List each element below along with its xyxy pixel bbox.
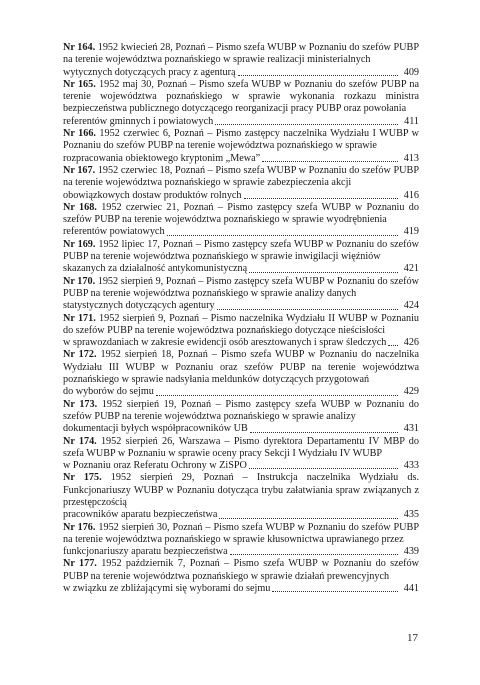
entry-title: 1952 kwiecień 28, Poznań – Pismo szefa WUBP w Poznaniu do szefów PUBP na terenie województwa poznańskiego w sprawie realizacji ministerialnych: [63, 42, 420, 66]
entry-title-end: skazanych za działalność antykomunistyczną: [63, 263, 248, 275]
entry-number: Nr 175.: [63, 472, 102, 484]
entry-number: Nr 170.: [63, 275, 96, 287]
entry-last-line: [63, 300, 419, 312]
entry-page-number: 424: [403, 300, 419, 312]
entry-title-end: rozpracowania obiektowego kryptonim „Mewa”: [63, 152, 261, 164]
entry-title: 1952 sierpień 29, Poznań – Instrukcja naczelnika Wydziału ds. Funkcjonariuszy WUBP w Poznaniu dotycząca trybu załatwiania spraw związanych z przestępczością: [63, 472, 419, 508]
entry-page-number: 431: [403, 423, 419, 435]
entry-title: 1952 lipiec 17, Poznań – Pismo zastępcy szefa WUBP w Poznaniu do szefów PUBP na terenie województwa poznańskiego w sprawie inwigilacji więźniów: [63, 238, 419, 263]
toc-entry[interactable]: [63, 202, 419, 239]
entry-title-end: wytycznych dotyczących pracy z agenturą: [63, 66, 236, 78]
dot-leader: [250, 431, 398, 433]
entry-title: 1952 październik 7, Poznań – Pismo szefa WUBP w Poznaniu do szefów PUBP na terenie województwa poznańskiego w sprawie działań prewencyjnych: [63, 558, 419, 582]
entry-page-number: 433: [403, 460, 419, 472]
toc-entry[interactable]: [63, 313, 419, 350]
entry-number: Nr 172.: [63, 349, 97, 361]
toc-entry[interactable]: [63, 42, 419, 79]
entry-title: 1952 czerwiec 21, Poznań – Pismo zastępcy szefa WUBP w Poznaniu do szefów PUBP na terenie województwa poznańskiego w sprawie wyodrębnienia: [63, 201, 419, 226]
toc-entry[interactable]: [63, 472, 419, 521]
entry-title: 1952 sierpień 9, Poznań – Pismo naczelnika Wydziału II WUBP w Poznaniu do szefów PUBP na terenie województwa poznańskiego dotyczące nieścisłości: [63, 312, 419, 336]
dot-leader: [249, 467, 398, 469]
entry-title-end: statystycznych dotyczących agentury: [63, 300, 215, 312]
toc-entry[interactable]: [63, 349, 419, 398]
entry-number: Nr 174.: [63, 435, 97, 447]
entry-title: 1952 czerwiec 18, Poznań – Pismo szefa WUBP w Poznaniu do szefów PUBP na terenie województwa poznańskiego w sprawie zabezpieczenia akcji: [63, 164, 419, 189]
entry-last-line: [63, 423, 419, 435]
dot-leader: [388, 344, 398, 346]
entry-page-number: 409: [403, 66, 419, 78]
entry-page-number: 435: [403, 509, 419, 521]
toc-entry[interactable]: [63, 128, 419, 165]
dot-leader: [244, 197, 398, 199]
dot-leader: [215, 123, 398, 125]
toc-entry[interactable]: [63, 239, 419, 276]
entry-title: 1952 sierpień 9, Poznań – Pismo zastępcy szefa WUBP w Poznaniu do szefów PUBP na terenie województwa poznańskiego w sprawie analizy danych: [63, 275, 420, 299]
entry-title-end: w sprawozdaniach w zakresie ewidencji osób aresztowanych i spraw śledczych: [63, 337, 387, 349]
entry-number: Nr 168.: [63, 201, 97, 213]
entry-number: Nr 166.: [63, 128, 96, 140]
entry-title-end: funkcjonariuszy aparatu bezpieczeństwa: [63, 546, 228, 558]
entry-number: Nr 169.: [63, 238, 96, 250]
page-number: 17: [407, 632, 418, 644]
entry-number: Nr 167.: [63, 164, 96, 176]
entry-last-line: [63, 546, 419, 558]
entry-last-line: [63, 67, 419, 79]
entry-last-line: [63, 116, 419, 128]
entry-title-end: w Poznaniu oraz Referatu Ochrony w ZiSPO: [63, 460, 247, 472]
entry-title: 1952 sierpień 19, Poznań – Pismo zastępcy szefa WUBP w Poznaniu do szefów PUBP na terenie województwa poznańskiego w sprawie analizy: [63, 398, 419, 422]
entry-last-line: [63, 337, 419, 349]
table-of-contents: [63, 42, 419, 595]
toc-entry[interactable]: [63, 522, 419, 559]
toc-entry[interactable]: [63, 399, 419, 436]
entry-page-number: 416: [403, 189, 419, 201]
entry-number: Nr 173.: [63, 398, 98, 410]
entry-last-line: [63, 263, 419, 275]
entry-last-line: [63, 153, 419, 165]
entry-page-number: 439: [403, 546, 419, 558]
entry-page-number: 419: [403, 226, 419, 238]
dot-leader: [249, 271, 398, 273]
toc-entry[interactable]: [63, 276, 419, 313]
entry-number: Nr 177.: [63, 558, 97, 570]
entry-title: 1952 sierpień 18, Poznań – Pismo szefa WUBP w Poznaniu do naczelnika Wydziału III WUBP w Poznaniu oraz szefów PUBP na terenie województwa poznańskiego w sprawie nadsyłania meldunków dotyczących przygotowań: [63, 349, 419, 386]
entry-last-line: [63, 583, 419, 595]
entry-page-number: 413: [403, 152, 419, 164]
entry-last-line: [63, 386, 419, 398]
dot-leader: [272, 590, 398, 592]
entry-page-number: 411: [404, 115, 419, 127]
entry-title-end: w związku ze zbliżającymi się wyborami do sejmu: [63, 583, 271, 595]
entry-page-number: 426: [403, 337, 419, 349]
entry-last-line: [63, 226, 419, 238]
entry-number: Nr 176.: [63, 521, 96, 533]
dot-leader: [230, 553, 398, 555]
toc-entry[interactable]: [63, 436, 419, 473]
entry-last-line: [63, 190, 419, 202]
entry-title-end: referentów powiatowych: [63, 226, 165, 238]
entry-page-number: 421: [403, 263, 419, 275]
dot-leader: [219, 517, 398, 519]
entry-title: 1952 maj 30, Poznań – Pismo szefa WUBP w Poznaniu do szefów PUBP na terenie województwa poznańskiego w sprawie wykonania rozkazu ministra bezpieczeństwa publicznego dotyczącego reorganizacji pracy PUBP oraz powołania: [63, 78, 419, 115]
entry-number: Nr 171.: [63, 312, 96, 324]
entry-page-number: 441: [403, 583, 419, 595]
entry-title: 1952 sierpień 26, Warszawa – Pismo dyrektora Departamentu IV MBP do szefa WUBP w Poznaniu w sprawie oceny pracy Sekcji I Wydziału IV WUBP: [63, 435, 419, 459]
toc-entry[interactable]: [63, 79, 419, 128]
entry-title-end: do wyborów do sejmu: [63, 386, 154, 398]
entry-title-end: referentów gminnych i powiatowych: [63, 115, 214, 127]
entry-number: Nr 164.: [63, 42, 96, 53]
entry-title-end: pracowników aparatu bezpieczeństwa: [63, 509, 218, 521]
entry-title: 1952 sierpień 30, Poznań – Pismo szefa WUBP w Poznaniu do szefów PUBP na terenie województwa poznańskiego w sprawie kłusownictwa uprawianego przez: [63, 521, 419, 545]
dot-leader: [167, 234, 398, 236]
dot-leader: [238, 74, 398, 76]
entry-page-number: 429: [403, 386, 419, 398]
entry-title-end: dokumentacji byłych współpracowników UB: [63, 423, 248, 435]
entry-last-line: [63, 460, 419, 472]
entry-title-end: obowiązkowych dostaw produktów rolnych: [63, 189, 242, 201]
toc-entry[interactable]: [63, 165, 419, 202]
entry-title: 1952 czerwiec 6, Poznań – Pismo zastępcy naczelnika Wydziału I WUBP w Poznaniu do szefów PUBP na terenie województwa poznańskiego w sprawie: [63, 128, 420, 152]
dot-leader: [262, 160, 398, 162]
entry-number: Nr 165.: [63, 78, 96, 90]
dot-leader: [156, 394, 398, 396]
entry-last-line: [63, 509, 419, 521]
toc-entry[interactable]: [63, 558, 419, 595]
dot-leader: [217, 308, 398, 310]
